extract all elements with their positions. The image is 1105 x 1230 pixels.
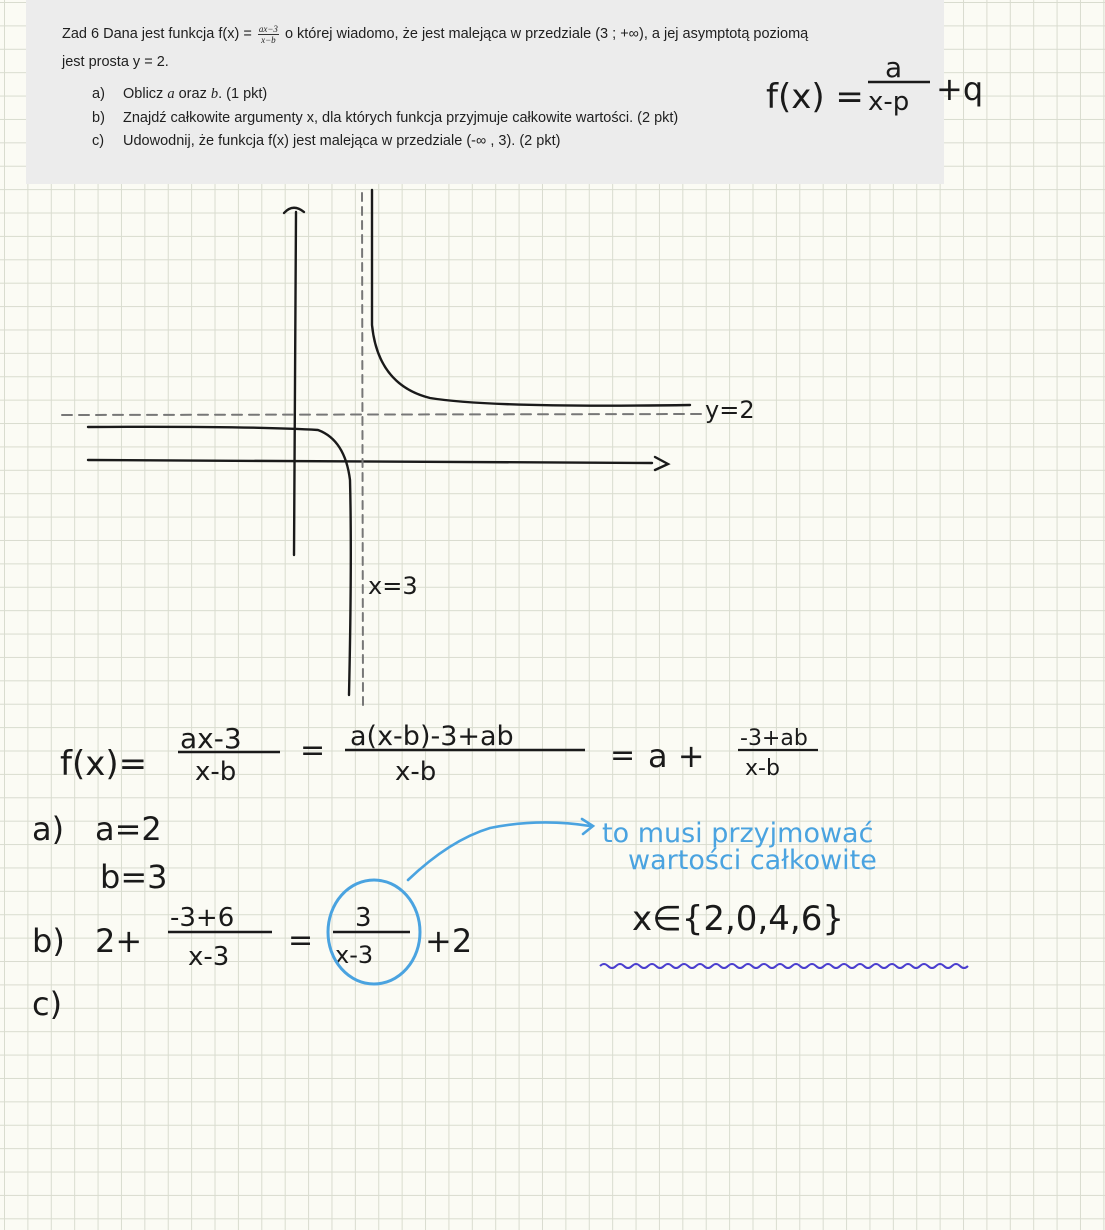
vertical-asymptote bbox=[362, 193, 363, 705]
solution-part-a bbox=[32, 810, 167, 896]
task-part-c: c) Udowodnij, że funkcja f(x) jest malejąca w przedziale (-∞ , 3). (2 pkt) bbox=[92, 133, 561, 149]
left-branch-top bbox=[88, 427, 351, 695]
svg-text:b): b) bbox=[32, 922, 65, 960]
solution-part-b bbox=[32, 903, 472, 972]
svg-text:x-b: x-b bbox=[745, 756, 780, 781]
svg-text:f(x)=: f(x)= bbox=[60, 744, 148, 784]
task-part-a: a) Oblicz a oraz b. (1 pkt) bbox=[92, 86, 268, 102]
pointer-arrow-icon bbox=[408, 819, 593, 880]
svg-text:c): c) bbox=[32, 985, 63, 1023]
solution-part-c bbox=[32, 985, 62, 1023]
answer-block bbox=[600, 899, 968, 968]
task-part-b: b) Znajdź całkowite argumenty x, dla których funkcja przyjmuje całkowite wartości. (2 pkt) bbox=[92, 109, 679, 126]
rewrite-derivation bbox=[60, 721, 818, 787]
svg-text:x-p: x-p bbox=[868, 87, 910, 117]
answer-set: x∈{2,0,4,6} bbox=[632, 899, 844, 939]
task-intro: Zad 6 Dana jest funkcja f(x) = bbox=[62, 26, 252, 42]
svg-text:ax-3: ax-3 bbox=[180, 722, 242, 755]
svg-text:-3+6: -3+6 bbox=[170, 903, 235, 933]
svg-text:x-3: x-3 bbox=[188, 942, 230, 972]
svg-text:b=3: b=3 bbox=[100, 858, 168, 896]
note-line-2: wartości całkowite bbox=[628, 845, 877, 876]
svg-text:x-b: x-b bbox=[395, 757, 437, 787]
svg-text:a: a bbox=[885, 51, 903, 84]
svg-text:x-3: x-3 bbox=[335, 941, 374, 969]
svg-text:=: = bbox=[300, 733, 326, 768]
svg-text:=: = bbox=[610, 738, 636, 773]
svg-text:a): a) bbox=[32, 810, 65, 848]
label-x-equals-3: x=3 bbox=[368, 572, 418, 600]
task-asymptote: jest prosta y = 2. bbox=[62, 54, 169, 70]
y-axis-arrow-icon bbox=[284, 208, 304, 213]
task-fraction-numerator: ax−3 bbox=[258, 23, 278, 34]
svg-text:=: = bbox=[288, 923, 314, 958]
x-axis-arrow-icon bbox=[655, 457, 668, 470]
y-axis bbox=[294, 212, 296, 555]
label-y-equals-2: y=2 bbox=[705, 396, 755, 424]
task-condition: o której wiadomo, że jest malejąca w przedziale (3 ; +∞), a jej asymptotą poziomą bbox=[284, 26, 809, 42]
note-line-1: to musi przyjmować bbox=[602, 818, 874, 849]
svg-text:3: 3 bbox=[355, 903, 372, 933]
horizontal-asymptote bbox=[62, 414, 705, 415]
svg-text:2+: 2+ bbox=[95, 922, 143, 960]
task-fraction-denominator: x−b bbox=[261, 34, 276, 45]
canonical-form-note bbox=[766, 51, 983, 117]
svg-text:a(x-b)-3+ab: a(x-b)-3+ab bbox=[350, 721, 514, 752]
purple-underline bbox=[600, 964, 968, 968]
svg-text:f(x) =: f(x) = bbox=[766, 77, 864, 117]
function-sketch bbox=[62, 190, 705, 705]
svg-text:+q: +q bbox=[936, 70, 984, 108]
svg-text:-3+ab: -3+ab bbox=[740, 726, 808, 751]
x-axis bbox=[88, 460, 652, 463]
svg-text:x-b: x-b bbox=[195, 757, 237, 787]
svg-text:a=2: a=2 bbox=[95, 810, 162, 848]
right-branch bbox=[372, 190, 690, 406]
svg-text:+2: +2 bbox=[425, 922, 473, 960]
svg-text:a +: a + bbox=[648, 737, 705, 775]
